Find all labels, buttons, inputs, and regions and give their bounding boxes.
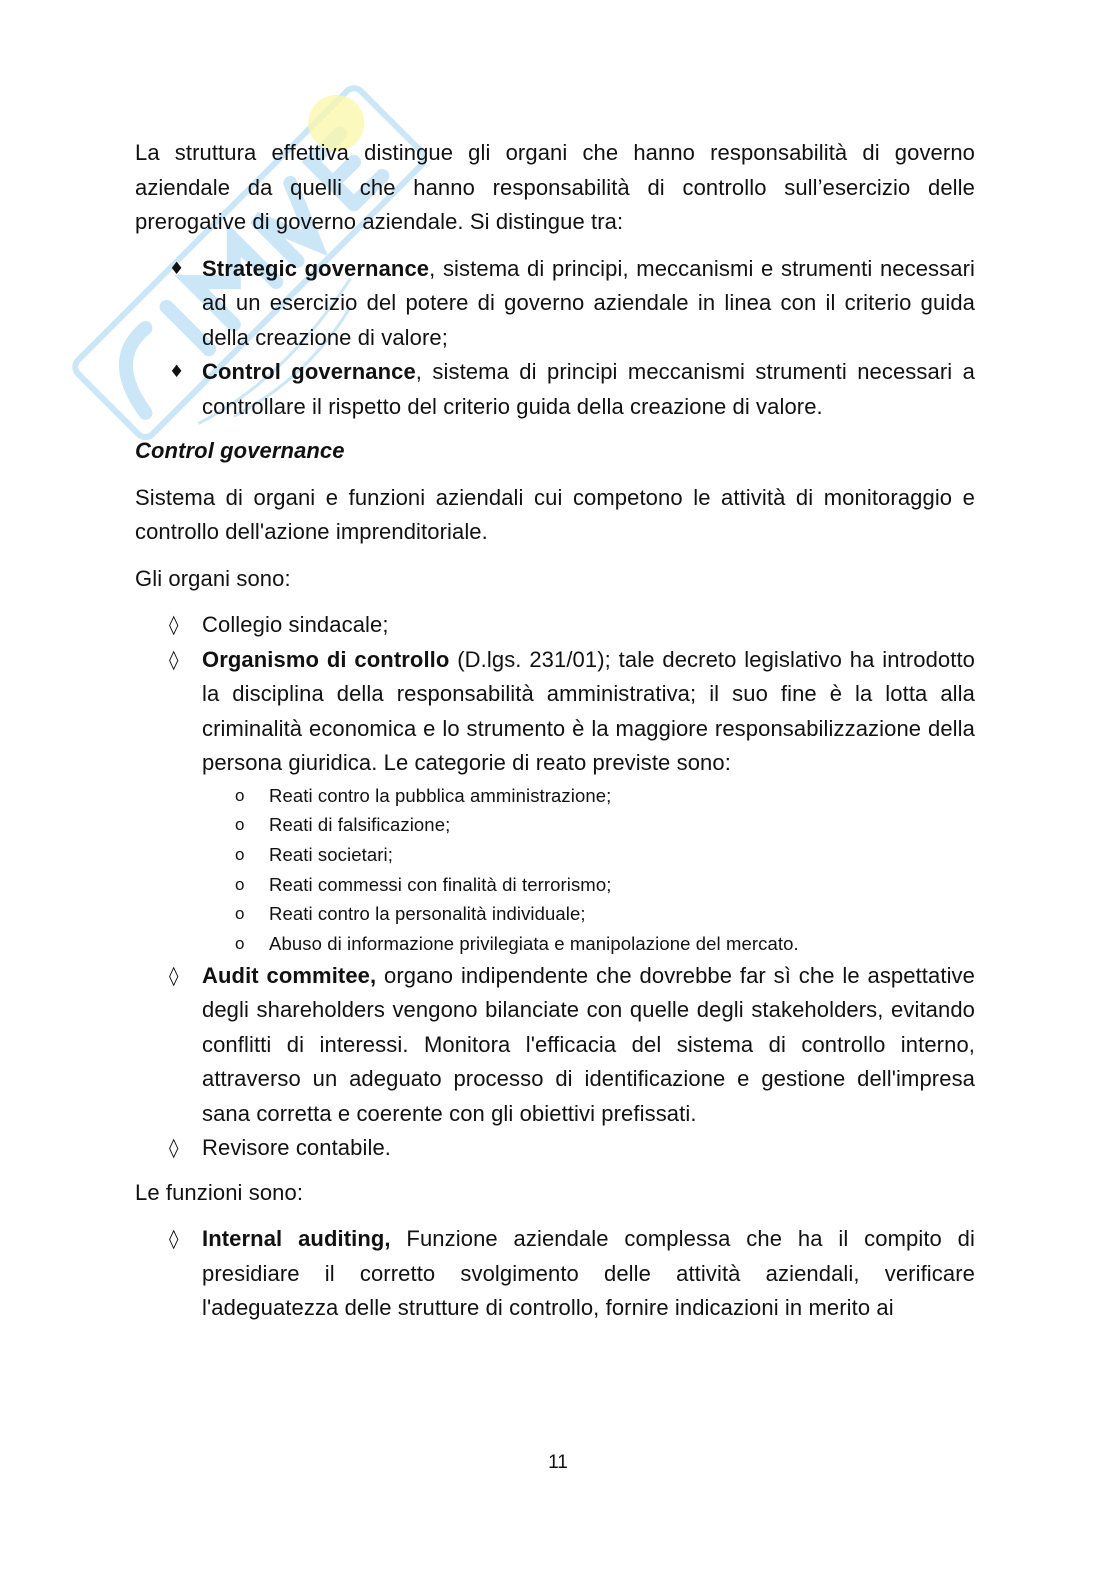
item-text: Revisore contabile.	[202, 1135, 391, 1161]
definition: , sistema di principi meccanismi strumenti necessari a controllare il rispetto del criterio guida della creazione di valore.	[202, 359, 975, 419]
funzioni-intro: Le funzioni sono:	[135, 1179, 304, 1205]
organi-list	[135, 608, 975, 1166]
governance-list	[135, 252, 975, 425]
circle-bullet-icon: o	[235, 934, 245, 954]
circle-bullet-icon: o	[235, 815, 245, 835]
definition: organo indipendente che dovrebbe far sì che le aspettative degli shareholders vengono bilanciate con quelle degli stakeholders, evitando conflitti di interessi. Monitora l'efficacia del sistema di controllo interno, attraverso un adeguato processo di identificazione e gestione dell'impresa sana corretta e coerente con gli obiettivi prefissati.	[202, 962, 975, 1126]
reati-list	[202, 781, 975, 959]
circle-bullet-icon: o	[235, 904, 245, 924]
circle-bullet-icon: o	[235, 874, 245, 894]
term: Strategic governance	[202, 255, 430, 281]
section-paragraph: Sistema di organi e funzioni aziendali cui competono le attività di monitoraggio e controllo dell'azione imprenditoriale.	[135, 484, 975, 544]
hollow-diamond-bullet-icon: ◊	[169, 1137, 179, 1160]
circle-bullet-icon: o	[235, 844, 245, 864]
sub-list-item: o Reati contro la personalità individuale;	[202, 899, 975, 929]
hollow-diamond-bullet-icon: ◊	[169, 964, 179, 987]
term: Internal auditing,	[202, 1226, 391, 1252]
organi-intro: Gli organi sono:	[135, 565, 291, 591]
list-item	[135, 1131, 975, 1166]
list-item	[135, 1222, 975, 1326]
list-item	[135, 608, 975, 643]
sub-list-item: o Reati di falsificazione;	[202, 810, 975, 840]
list-item	[135, 643, 975, 959]
page-content	[135, 136, 975, 1336]
list-item	[135, 959, 975, 1132]
definition: Funzione aziendale complessa che ha il compito di presidiare il corretto svolgimento delle attività aziendali, verificare l'adeguatezza delle strutture di controllo, fornire indicazioni in merito ai	[202, 1226, 975, 1321]
hollow-diamond-bullet-icon: ◊	[169, 1228, 179, 1251]
definition: (D.lgs. 231/01); tale decreto legislativo ha introdotto la disciplina della responsabilità amministrativa; il suo fine è la lotta alla criminalità economica e lo strumento è la maggiore responsabilizzazione della persona giuridica. Le categorie di reato previste sono:	[202, 646, 976, 775]
page-number: 11	[548, 1452, 568, 1473]
term: Organismo di controllo	[202, 646, 450, 672]
diamond-bullet-icon: ♦	[169, 362, 185, 382]
sub-list-item: o Abuso di informazione privilegiata e manipolazione del mercato.	[202, 929, 975, 959]
section-heading: Control governance	[135, 438, 345, 463]
funzioni-list	[135, 1222, 975, 1326]
circle-bullet-icon: o	[235, 785, 245, 805]
hollow-diamond-bullet-icon: ◊	[169, 614, 179, 636]
diamond-bullet-icon: ♦	[169, 258, 185, 279]
hollow-diamond-bullet-icon: ◊	[169, 648, 179, 671]
definition: , sistema di principi, meccanismi e strumenti necessari ad un esercizio del potere di governo aziendale in linea con il criterio guida della creazione di valore;	[202, 255, 975, 350]
term: Control governance	[202, 359, 416, 384]
list-item	[135, 355, 975, 424]
item-text: Collegio sindacale;	[202, 612, 389, 637]
sub-list-item: o Reati contro la pubblica amministrazione;	[202, 781, 975, 811]
list-item	[135, 252, 975, 356]
sub-list-item: o Reati commessi con finalità di terrorismo;	[202, 870, 975, 900]
intro-paragraph: La struttura effettiva distingue gli organi che hanno responsabilità di governo aziendale da quelli che hanno responsabilità di controllo sull’esercizio delle prerogative di governo aziendale. Si distingue tra:	[135, 140, 975, 234]
sub-list-item: o Reati societari;	[202, 840, 975, 870]
term: Audit commitee,	[202, 962, 377, 988]
